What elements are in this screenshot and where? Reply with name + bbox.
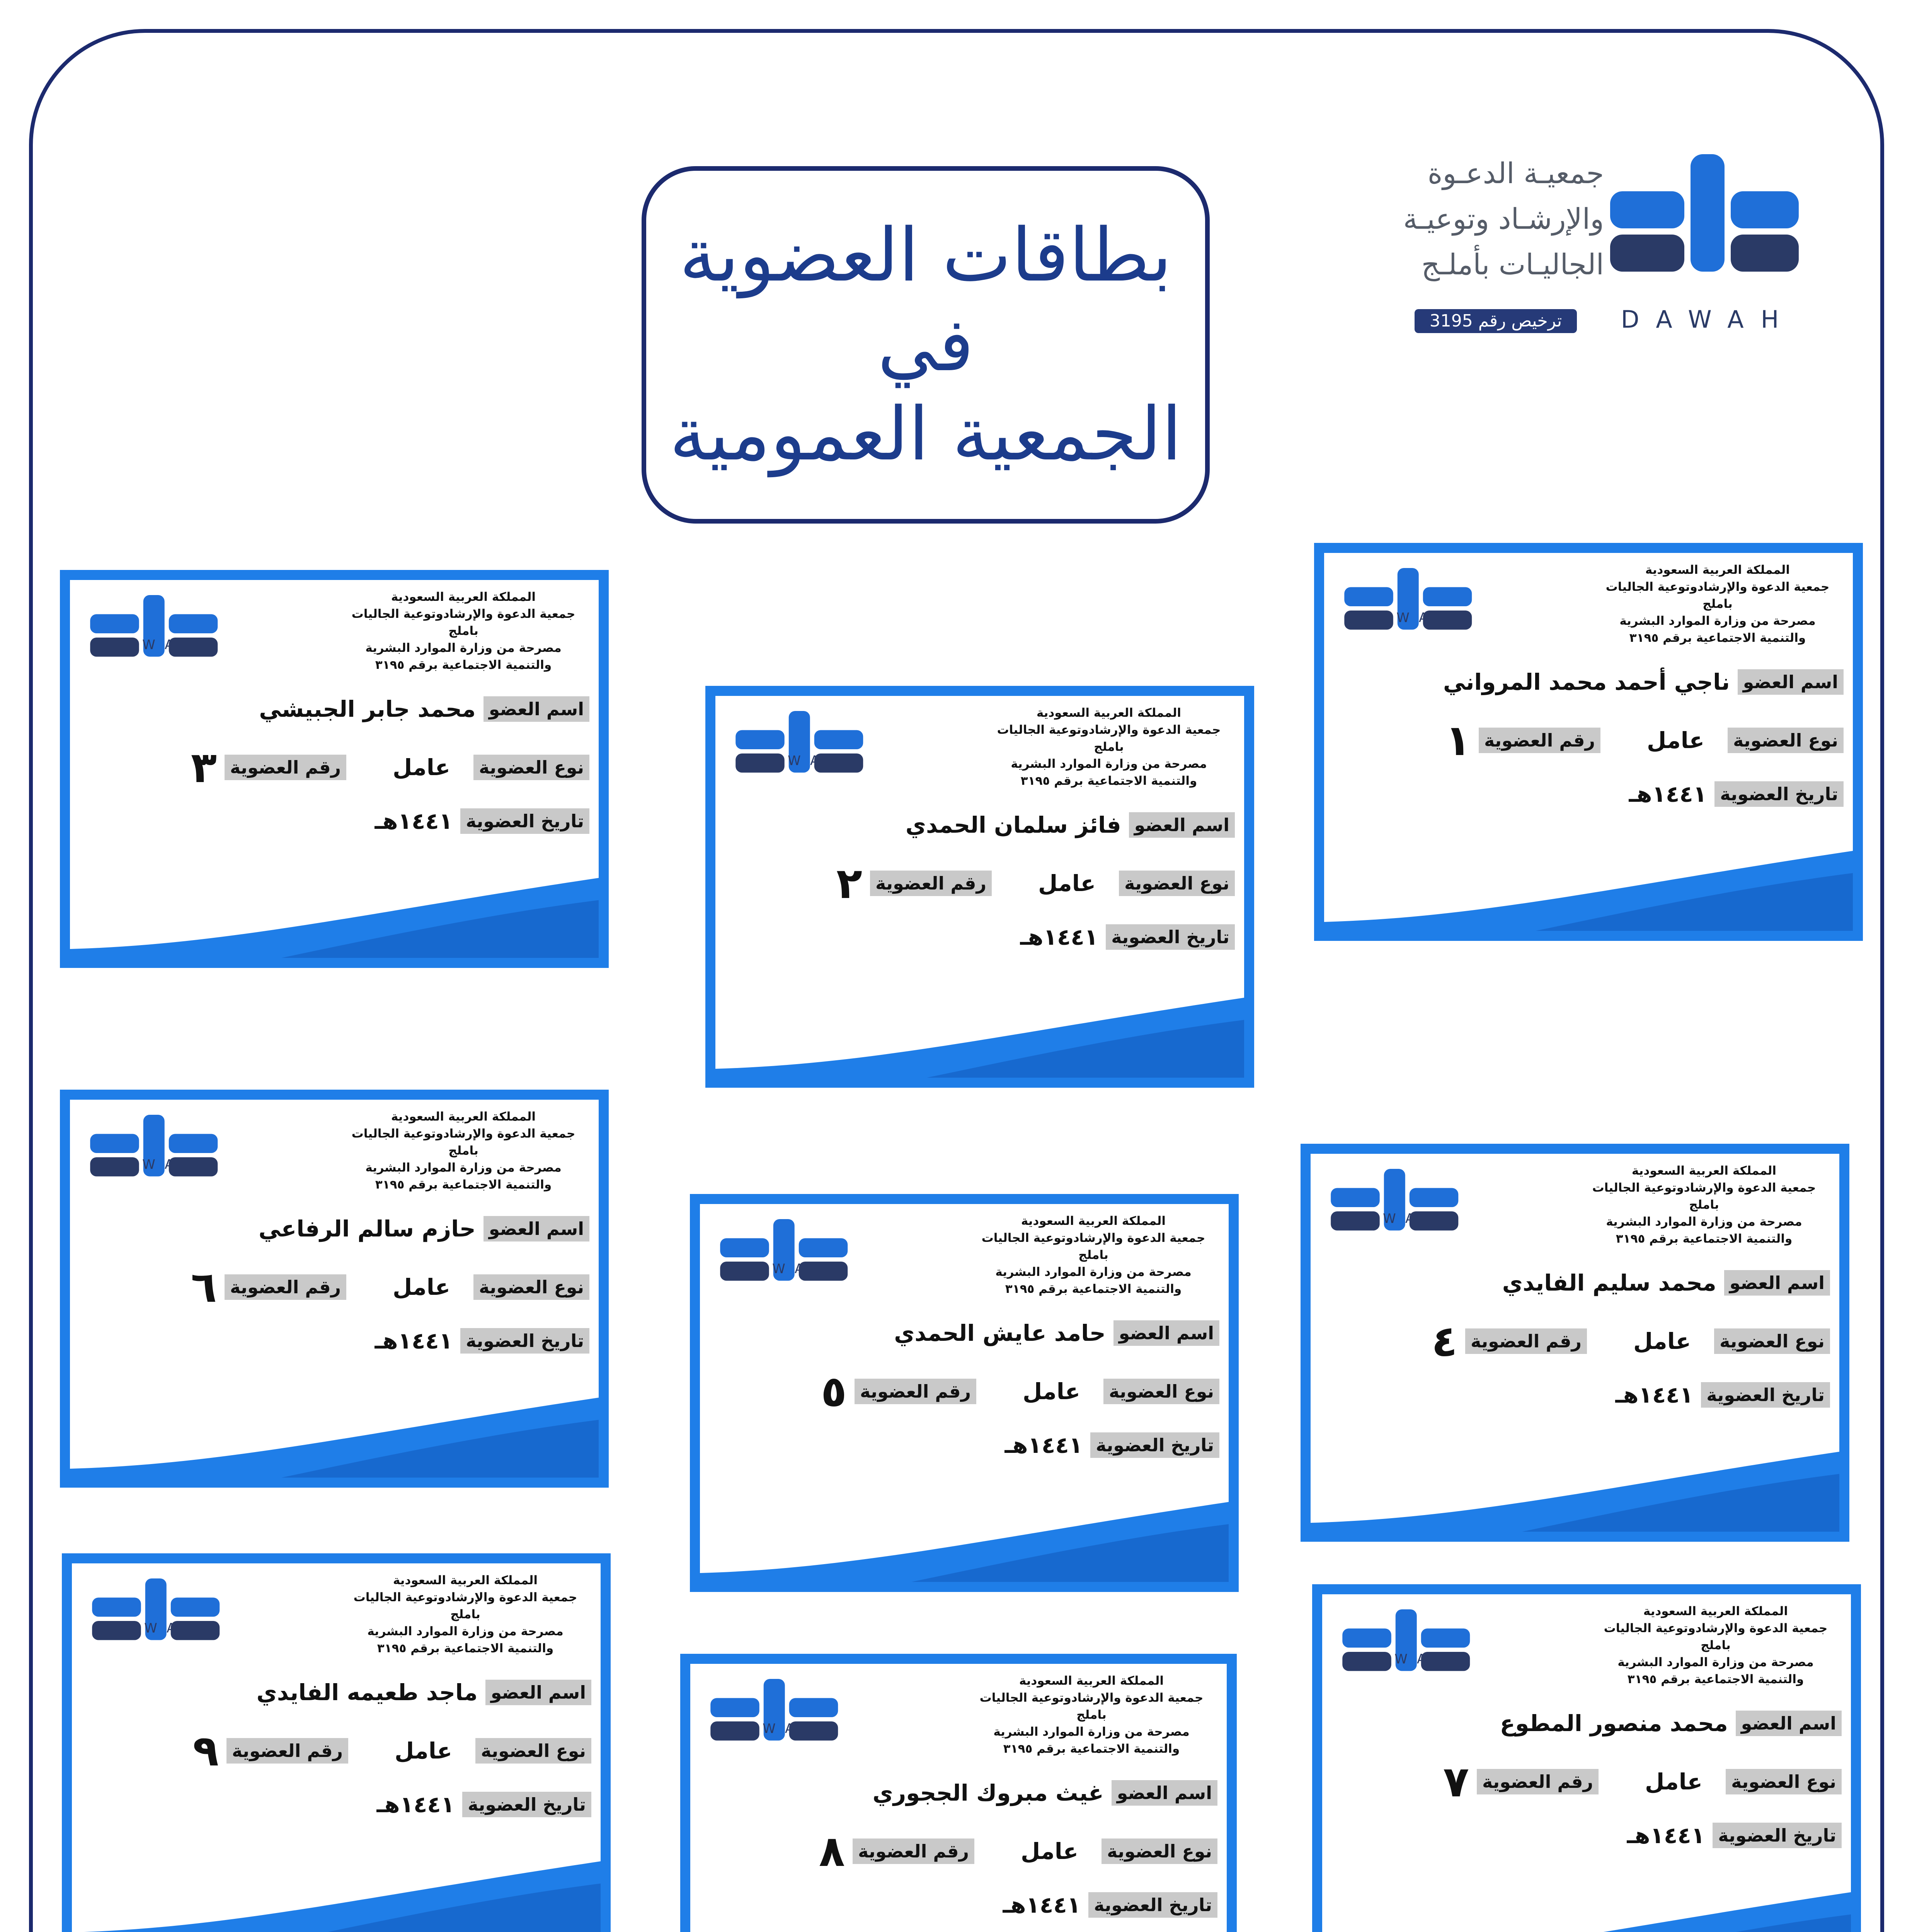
member-name-row xyxy=(690,1780,1217,1806)
card-header-line-3: مصرحة من وزارة الموارد البشرية xyxy=(995,1265,1192,1279)
member-name-value: ماجد طعيمه الفايدي xyxy=(256,1679,478,1706)
card-swoosh xyxy=(1324,842,1853,931)
card-header-line-4: والتنمية الاجتماعية برقم ٣١٩٥ xyxy=(1629,631,1806,645)
membership-date-label: تاريخ العضوية xyxy=(1714,781,1844,807)
membership-number-value: ٦ xyxy=(191,1262,217,1312)
membership-date-label: تاريخ العضوية xyxy=(460,1328,589,1354)
card-header-line-3: مصرحة من وزارة الموارد البشرية xyxy=(367,1624,564,1638)
member-name-label: اسم العضو xyxy=(1129,812,1235,838)
dawah-wordmark: DAWAH xyxy=(749,753,849,769)
title-line-1: بطاقات العضوية xyxy=(679,212,1172,298)
card-header-line-3: مصرحة من وزارة الموارد البشرية xyxy=(1617,1655,1814,1669)
card-header-line-1: المملكة العربية السعودية xyxy=(1631,1164,1777,1178)
membership-date-value: ١٤٤١هـ xyxy=(375,1328,453,1354)
membership-date-row xyxy=(700,1432,1219,1458)
card-header-line-1: المملكة العربية السعودية xyxy=(1019,1674,1164,1688)
member-name-label: اسم العضو xyxy=(485,1680,591,1705)
dawah-wordmark: DAWAH xyxy=(1345,1211,1444,1226)
card-header-line-2: جمعية الدعوة والإرشادوتوعية الجاليات باملج xyxy=(351,607,575,638)
card-header-line-1: المملكة العربية السعودية xyxy=(391,1110,536,1124)
membership-number-value: ٤ xyxy=(1431,1316,1457,1366)
dawah-logo-icon xyxy=(87,1574,226,1659)
member-name-label: اسم العضو xyxy=(1112,1780,1217,1806)
card-header-line-3: مصرحة من وزارة الموارد البشرية xyxy=(365,1161,562,1175)
membership-type-value: عامل xyxy=(1645,1769,1703,1795)
member-name-row xyxy=(70,696,589,722)
membership-type-label: نوع العضوية xyxy=(1728,728,1844,753)
membership-date-label: تاريخ العضوية xyxy=(1701,1382,1830,1408)
card-header xyxy=(968,1672,1215,1757)
card-header-line-2: جمعية الدعوة والإرشادوتوعية الجاليات باملج xyxy=(981,1231,1205,1262)
membership-date-value: ١٤٤١هـ xyxy=(1627,1822,1705,1849)
card-swoosh xyxy=(700,1493,1229,1582)
membership-type-value: عامل xyxy=(1633,1328,1691,1354)
card-header-line-4: والتنمية الاجتماعية برقم ٣١٩٥ xyxy=(1616,1232,1793,1246)
card-header-line-1: المملكة العربية السعودية xyxy=(1643,1604,1788,1618)
membership-type-label: نوع العضوية xyxy=(1119,871,1235,896)
membership-number-label: رقم العضوية xyxy=(1479,728,1600,753)
card-header-line-2: جمعية الدعوة والإرشادوتوعية الجاليات باملج xyxy=(1604,1621,1828,1652)
card-header-line-3: مصرحة من وزارة الموارد البشرية xyxy=(993,1725,1190,1739)
card-header xyxy=(342,1572,589,1657)
organization-name xyxy=(1368,151,1604,287)
member-name-label: اسم العضو xyxy=(1724,1270,1830,1296)
card-header-line-4: والتنمية الاجتماعية برقم ٣١٩٥ xyxy=(1020,774,1197,788)
member-name-value: غيث مبروك الججوري xyxy=(872,1780,1104,1806)
membership-card xyxy=(705,686,1254,1088)
dawah-wordmark: DAWAH xyxy=(734,1261,834,1277)
membership-type-row xyxy=(700,1367,1219,1416)
member-name-value: فائز سلمان الحمدي xyxy=(905,812,1121,838)
membership-number-value: ٨ xyxy=(819,1827,845,1876)
member-name-value: محمد سليم الفايدي xyxy=(1502,1270,1716,1296)
card-header-line-4: والتنمية الاجتماعية برقم ٣١٩٥ xyxy=(1003,1742,1180,1756)
member-name-row xyxy=(72,1679,591,1706)
membership-type-value: عامل xyxy=(1021,1838,1079,1864)
membership-number-value: ٩ xyxy=(192,1726,219,1776)
membership-type-label: نوع العضوية xyxy=(473,755,589,780)
membership-date-value: ١٤٤١هـ xyxy=(1020,924,1098,950)
organization-logo xyxy=(1368,143,1809,344)
card-header-line-1: المملكة العربية السعودية xyxy=(1645,563,1790,577)
card-header xyxy=(1580,1162,1828,1247)
membership-date-value: ١٤٤١هـ xyxy=(1004,1432,1083,1458)
page-title-box xyxy=(642,166,1210,524)
card-swoosh xyxy=(70,1389,599,1478)
membership-date-value: ١٤٤١هـ xyxy=(1629,781,1707,807)
membership-date-value: ١٤٤١هـ xyxy=(1003,1892,1081,1918)
card-header xyxy=(1592,1603,1839,1688)
membership-type-row xyxy=(1311,1316,1830,1366)
dawah-logo-icon xyxy=(706,1675,845,1760)
org-name-line-3: الجاليـات بأملـج xyxy=(1421,248,1604,281)
member-name-label: اسم العضو xyxy=(1113,1320,1219,1346)
title-line-2: في xyxy=(877,302,974,388)
card-swoosh xyxy=(715,989,1244,1078)
card-header-line-2: جمعية الدعوة والإرشادوتوعية الجاليات باملج xyxy=(979,1691,1204,1722)
member-name-value: محمد جابر الجبيشي xyxy=(259,696,476,722)
card-header-line-1: المملكة العربية السعودية xyxy=(393,1573,538,1587)
dawah-logo-icon xyxy=(1340,564,1479,649)
card-header-line-1: المملكة العربية السعودية xyxy=(1036,706,1182,720)
membership-card xyxy=(1314,543,1863,941)
license-badge: ترخيص رقم 3195 xyxy=(1415,309,1577,333)
membership-card xyxy=(62,1553,611,1932)
membership-type-row xyxy=(690,1827,1217,1876)
membership-type-row xyxy=(72,1726,591,1776)
membership-date-row xyxy=(72,1791,591,1818)
dawah-logo-icon xyxy=(715,1215,855,1300)
dawah-logo-icon xyxy=(1338,1605,1477,1690)
card-header-line-3: مصرحة من وزارة الموارد البشرية xyxy=(1606,1215,1802,1229)
membership-date-row xyxy=(70,808,589,834)
member-name-row xyxy=(70,1216,589,1242)
card-header-line-2: جمعية الدعوة والإرشادوتوعية الجاليات باملج xyxy=(353,1590,577,1621)
card-swoosh xyxy=(1311,1443,1839,1532)
member-name-row xyxy=(715,812,1235,838)
dawah-logo-icon xyxy=(731,707,870,792)
membership-date-label: تاريخ العضوية xyxy=(1106,924,1235,950)
membership-number-label: رقم العضوية xyxy=(1477,1769,1599,1794)
dawah-logo-icon xyxy=(1326,1165,1465,1250)
member-name-label: اسم العضو xyxy=(1736,1711,1842,1736)
membership-number-label: رقم العضوية xyxy=(870,871,992,896)
membership-type-label: نوع العضوية xyxy=(475,1738,591,1764)
card-header-line-1: المملكة العربية السعودية xyxy=(1021,1214,1166,1228)
membership-number-value: ٧ xyxy=(1443,1757,1469,1806)
membership-number-label: رقم العضوية xyxy=(853,1838,974,1864)
member-name-label: اسم العضو xyxy=(484,1216,589,1242)
card-header-line-4: والتنمية الاجتماعية برقم ٣١٩٥ xyxy=(375,1178,552,1192)
membership-type-value: عامل xyxy=(395,1738,453,1764)
member-name-row xyxy=(1324,669,1844,695)
membership-number-label: رقم العضوية xyxy=(225,755,346,780)
membership-number-value: ١ xyxy=(1445,716,1471,765)
card-header-line-2: جمعية الدعوة والإرشادوتوعية الجاليات باملج xyxy=(1605,580,1830,611)
card-header-line-2: جمعية الدعوة والإرشادوتوعية الجاليات باملج xyxy=(1592,1181,1816,1212)
dawah-wordmark: DAWAH xyxy=(1621,305,1796,333)
membership-date-row xyxy=(715,924,1235,950)
member-name-label: اسم العضو xyxy=(484,696,589,722)
membership-type-row xyxy=(70,743,589,792)
membership-number-label: رقم العضوية xyxy=(855,1379,976,1404)
card-header xyxy=(340,588,587,673)
membership-number-label: رقم العضوية xyxy=(225,1274,346,1300)
membership-date-label: تاريخ العضوية xyxy=(462,1792,591,1817)
membership-type-value: عامل xyxy=(393,1274,451,1300)
card-swoosh xyxy=(70,869,599,958)
membership-type-value: عامل xyxy=(1647,727,1705,753)
membership-date-label: تاريخ العضوية xyxy=(460,808,589,834)
member-name-row xyxy=(700,1320,1219,1346)
card-header xyxy=(1594,561,1841,646)
membership-card xyxy=(680,1654,1237,1932)
membership-date-value: ١٤٤١هـ xyxy=(1615,1382,1694,1408)
membership-date-row xyxy=(1324,781,1844,807)
membership-card xyxy=(60,1090,609,1488)
member-name-value: حامد عايش الحمدي xyxy=(894,1320,1106,1346)
dawah-wordmark: DAWAH xyxy=(1358,610,1458,626)
card-header xyxy=(985,704,1233,789)
membership-card xyxy=(690,1194,1239,1592)
membership-date-row xyxy=(70,1328,589,1354)
card-header-line-3: مصرحة من وزارة الموارد البشرية xyxy=(365,641,562,655)
membership-type-value: عامل xyxy=(393,754,451,781)
membership-card xyxy=(60,570,609,968)
member-name-row xyxy=(1322,1710,1842,1736)
dawah-wordmark: DAWAH xyxy=(724,1721,824,1736)
card-header-line-3: مصرحة من وزارة الموارد البشرية xyxy=(1011,757,1207,771)
card-header-line-2: جمعية الدعوة والإرشادوتوعية الجاليات باملج xyxy=(351,1127,575,1158)
dawah-wordmark: DAWAH xyxy=(104,637,204,653)
membership-date-label: تاريخ العضوية xyxy=(1088,1892,1217,1918)
card-swoosh xyxy=(1322,1883,1851,1932)
card-header-line-4: والتنمية الاجتماعية برقم ٣١٩٥ xyxy=(375,658,552,672)
membership-date-value: ١٤٤١هـ xyxy=(375,808,453,834)
membership-date-value: ١٤٤١هـ xyxy=(376,1791,455,1818)
org-name-line-2: والإرشـاد وتوعيـة xyxy=(1403,202,1604,236)
membership-number-value: ٥ xyxy=(821,1367,847,1416)
membership-type-label: نوع العضوية xyxy=(1714,1328,1830,1354)
card-header-line-4: والتنمية الاجتماعية برقم ٣١٩٥ xyxy=(1627,1672,1804,1686)
membership-number-value: ٣ xyxy=(191,743,217,792)
membership-date-label: تاريخ العضوية xyxy=(1713,1823,1842,1848)
membership-date-row xyxy=(1322,1822,1842,1849)
membership-card xyxy=(1312,1584,1861,1932)
card-header-line-4: والتنمية الاجتماعية برقم ٣١٩٥ xyxy=(1005,1282,1182,1296)
membership-number-label: رقم العضوية xyxy=(1465,1328,1587,1354)
membership-type-row xyxy=(70,1262,589,1312)
membership-type-row xyxy=(1322,1757,1842,1806)
membership-type-row xyxy=(1324,716,1844,765)
card-header-line-1: المملكة العربية السعودية xyxy=(391,590,536,604)
dawah-wordmark: DAWAH xyxy=(104,1157,204,1172)
card-header-line-3: مصرحة من وزارة الموارد البشرية xyxy=(1619,614,1816,628)
membership-type-value: عامل xyxy=(1023,1378,1081,1405)
membership-type-row xyxy=(715,859,1235,908)
card-swoosh xyxy=(72,1852,601,1932)
dawah-wordmark: DAWAH xyxy=(1356,1651,1456,1667)
card-header xyxy=(970,1213,1217,1298)
membership-type-label: نوع العضوية xyxy=(1102,1838,1217,1864)
member-name-row xyxy=(1311,1270,1830,1296)
dawah-logo-icon xyxy=(85,591,225,676)
member-name-label: اسم العضو xyxy=(1738,669,1844,695)
membership-type-label: نوع العضوية xyxy=(1103,1379,1219,1404)
card-header xyxy=(340,1108,587,1193)
dawah-logo-mark xyxy=(1604,143,1805,301)
dawah-logo-icon xyxy=(85,1111,225,1196)
membership-date-label: تاريخ العضوية xyxy=(1090,1432,1219,1458)
dawah-wordmark: DAWAH xyxy=(106,1621,206,1636)
membership-type-label: نوع العضوية xyxy=(1726,1769,1842,1794)
org-name-line-1: جمعيـة الدعـوة xyxy=(1427,157,1604,190)
member-name-value: محمد منصور المطوع xyxy=(1500,1710,1728,1736)
membership-number-label: رقم العضوية xyxy=(226,1738,348,1764)
title-line-3: الجمعية العمومية xyxy=(669,391,1182,477)
member-name-value: حازم سالم الرفاعي xyxy=(259,1216,476,1242)
membership-type-value: عامل xyxy=(1038,870,1096,896)
membership-card xyxy=(1301,1144,1849,1542)
card-header-line-4: والتنمية الاجتماعية برقم ٣١٩٥ xyxy=(377,1641,554,1655)
membership-date-row xyxy=(690,1892,1217,1918)
member-name-value: ناجي أحمد محمد المرواني xyxy=(1443,669,1730,695)
membership-type-label: نوع العضوية xyxy=(473,1274,589,1300)
card-header-line-2: جمعية الدعوة والإرشادوتوعية الجاليات باملج xyxy=(997,723,1221,754)
membership-date-row xyxy=(1311,1382,1830,1408)
membership-number-value: ٢ xyxy=(836,859,862,908)
